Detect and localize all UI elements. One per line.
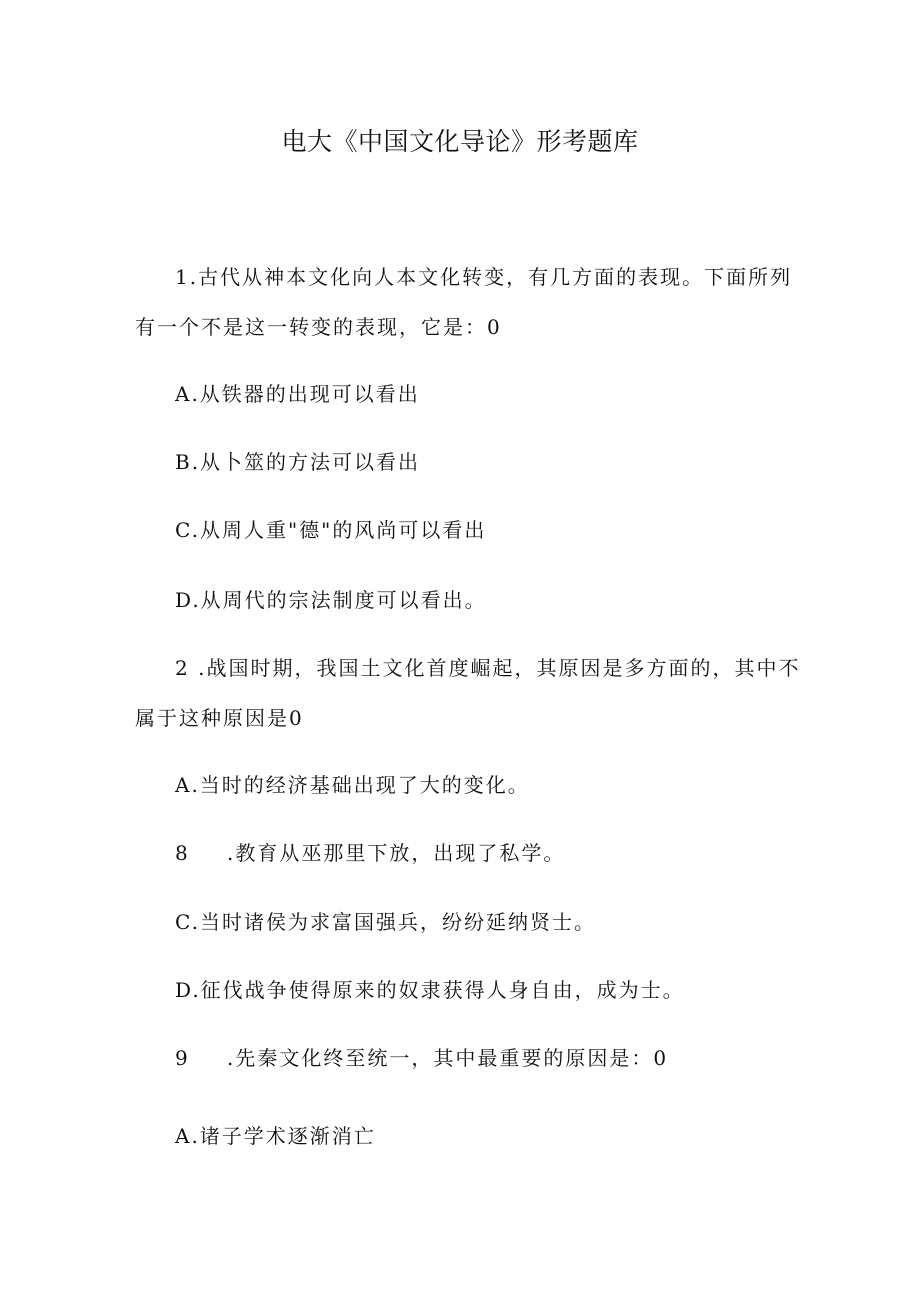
- question-2-option-c: C.当时诸侯为求富国强兵，纷纷延纳贤士。: [175, 910, 596, 934]
- question-1-option-a: A.从铁器的出现可以看出: [175, 382, 420, 406]
- option-text: .教育从巫那里下放，出现了私学。: [227, 841, 566, 865]
- question-2-stem-line-2: 属于这种原因是0: [135, 706, 304, 730]
- question-1-option-b: B.从卜筮的方法可以看出: [175, 450, 421, 474]
- question-2-option-a: A.当时的经济基础出现了大的变化。: [175, 773, 530, 797]
- question-2-stem-line-1: 2 .战国时期，我国土文化首度崛起，其原因是多方面的，其中不: [175, 656, 801, 680]
- question-1-stem-line-1: 1.古代从神本文化向人本文化转变，有几方面的表现。下面所列: [175, 265, 793, 289]
- question-2-option-b: [175, 835, 565, 871]
- question-1-option-d: D.从周代的宗法制度可以看出。: [175, 588, 487, 612]
- option-number: 8: [175, 841, 190, 865]
- question-1-option-c: C.从周人重"德"的风尚可以看出: [175, 518, 487, 542]
- question-number: 9: [175, 1046, 190, 1070]
- question-1-stem-line-2: 有一个不是这一转变的表现，它是：0: [135, 315, 502, 339]
- question-text: .先秦文化终至统一，其中最重要的原因是：0: [227, 1046, 669, 1070]
- question-3-option-a: A.诸子学术逐渐消亡: [175, 1124, 376, 1148]
- document-title: 电大《中国文化导论》形考题库: [281, 127, 639, 156]
- question-2-option-d: D.征伐战争使得原来的奴隶获得人身自由，成为士。: [175, 978, 685, 1002]
- question-3-stem: [175, 1040, 668, 1076]
